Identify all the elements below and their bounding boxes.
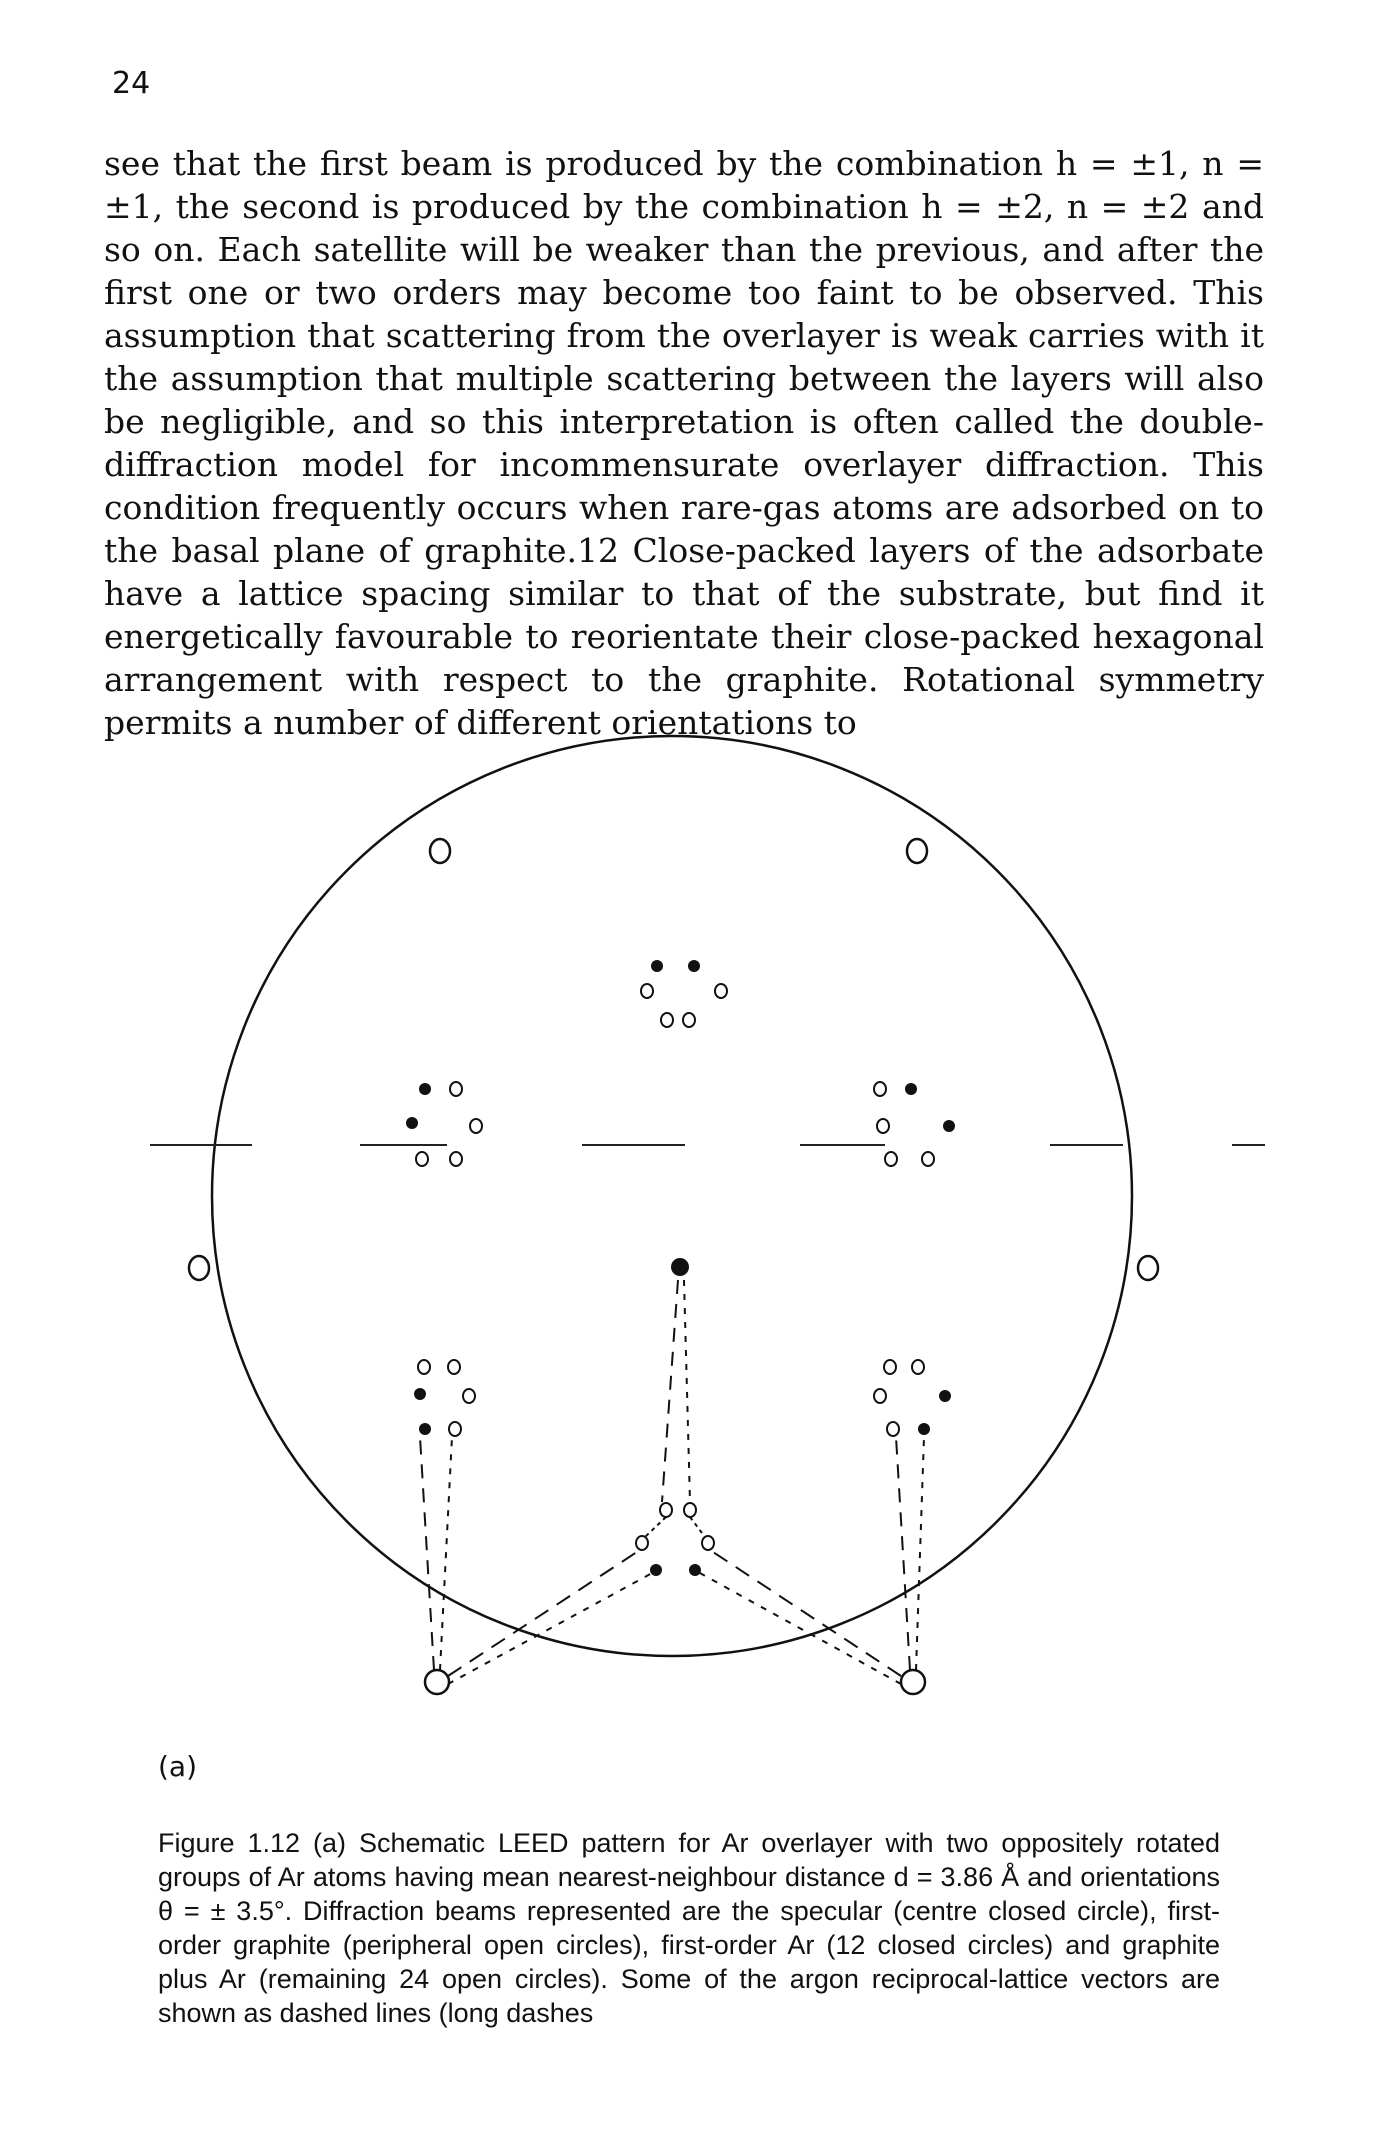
- graphite-plus-ar-beam: [450, 1082, 462, 1096]
- vector-short-dash: [698, 1572, 901, 1684]
- graphite-plus-ar-beam: [463, 1389, 475, 1403]
- graphite-beam: [189, 1256, 209, 1280]
- beam-cluster-bottom-center: [636, 1503, 714, 1576]
- graphite-plus-ar-beam: [887, 1422, 899, 1436]
- figure-caption: [158, 1826, 1220, 2030]
- ar-beam: [688, 960, 700, 972]
- ar-beam: [943, 1120, 955, 1132]
- graphite-plus-ar-beam: [470, 1119, 482, 1133]
- graphite-beam: [1138, 1256, 1158, 1280]
- graphite-plus-ar-beam: [683, 1013, 695, 1027]
- leed-screen-circle: [212, 736, 1132, 1656]
- graphite-plus-ar-beam: [874, 1082, 886, 1096]
- graphite-beam: [425, 1670, 449, 1694]
- ar-beam: [650, 1564, 662, 1576]
- beam-cluster-lower-left: [414, 1360, 475, 1436]
- graphite-plus-ar-beam: [449, 1422, 461, 1436]
- beam-cluster-upper-right: [874, 1082, 955, 1166]
- graphite-plus-ar-beam: [885, 1152, 897, 1166]
- vector-long-dash: [420, 1437, 434, 1670]
- ar-beam: [651, 960, 663, 972]
- graphite-plus-ar-beam: [874, 1389, 886, 1403]
- ar-beam: [406, 1117, 418, 1129]
- specular-beam: [671, 1258, 689, 1276]
- vector-long-dash: [662, 1280, 678, 1502]
- graphite-plus-ar-beam: [684, 1503, 696, 1517]
- vector-short-dash: [684, 1280, 690, 1502]
- graphite-plus-ar-beam: [715, 984, 727, 998]
- graphite-beam: [907, 839, 927, 863]
- body-paragraph: see that the first beam is produced by the combination h = ±1, n = ±1, the second is produced by the combination h = ±2, n = ±2 and so on. Each satellite will be weaker than the previous, and after the first one or two orders may become too faint to be observed. This assumption that scattering from the overlayer is weak carries with it the assumption that multiple scattering between the layers will also be negligible, and so this interpretation is often called the double-diffraction model for incommensurate overlayer diffraction. This condition frequently occurs when rare-gas atoms are adsorbed on to the basal plane of graphite.12 Close-packed layers of the adsorbate have a lattice spacing similar to that of the substrate, but find it energetically favourable to reorientate their close-packed hexagonal arrangement with respect to the graphite. Rotational symmetry permits a number of different orientations to: [104, 144, 1264, 742]
- ar-beam: [419, 1423, 431, 1435]
- panel-label: (a): [158, 1750, 198, 1783]
- graphite-plus-ar-beam: [702, 1536, 714, 1550]
- vector-long-dash: [710, 1550, 901, 1676]
- graphite-plus-ar-beam: [661, 1013, 673, 1027]
- graphite-plus-ar-beam: [418, 1360, 430, 1374]
- ar-beam: [414, 1388, 426, 1400]
- beam-cluster-upper-left: [406, 1082, 482, 1166]
- vector-short-dash: [440, 1437, 452, 1670]
- caption-text: Figure 1.12 (a) Schematic LEED pattern for Ar overlayer with two oppositely rotated groups of Ar atoms having mean nearest-neighbour distance d = 3.86 Å and orientations θ = ± 3.5°. Diffraction beams represented are the specular (centre closed circle), first-order graphite (peripheral open circles), first-order Ar (12 closed circles) and graphite plus Ar (remaining 24 open circles). Some of the argon reciprocal-lattice vectors are shown as dashed lines (long dashes: [158, 1828, 1220, 2028]
- graphite-plus-ar-beam: [416, 1152, 428, 1166]
- ar-beam: [905, 1083, 917, 1095]
- graphite-plus-ar-beam: [884, 1360, 896, 1374]
- graphite-plus-ar-beam: [877, 1119, 889, 1133]
- graphite-plus-ar-beam: [448, 1360, 460, 1374]
- vector-short-dash: [448, 1572, 654, 1684]
- graphite-beam: [901, 1670, 925, 1694]
- graphite-plus-ar-beam: [922, 1152, 934, 1166]
- beam-cluster-lower-right: [874, 1360, 951, 1436]
- reciprocal-lattice-vectors: [420, 1280, 924, 1684]
- beam-cluster-top: [641, 960, 727, 1027]
- ar-beam: [939, 1390, 951, 1402]
- graphite-plus-ar-beam: [641, 984, 653, 998]
- ar-beam: [689, 1564, 701, 1576]
- graphite-plus-ar-beam: [912, 1360, 924, 1374]
- graphite-plus-ar-beam: [450, 1152, 462, 1166]
- ar-beam: [419, 1083, 431, 1095]
- page-number: 24: [112, 66, 151, 101]
- graphite-plus-ar-beam: [660, 1503, 672, 1517]
- graphite-beam: [430, 839, 450, 863]
- vector-short-dash: [916, 1437, 924, 1670]
- ar-beam: [918, 1423, 930, 1435]
- graphite-plus-ar-beam: [636, 1536, 648, 1550]
- vector-long-dash: [896, 1437, 910, 1670]
